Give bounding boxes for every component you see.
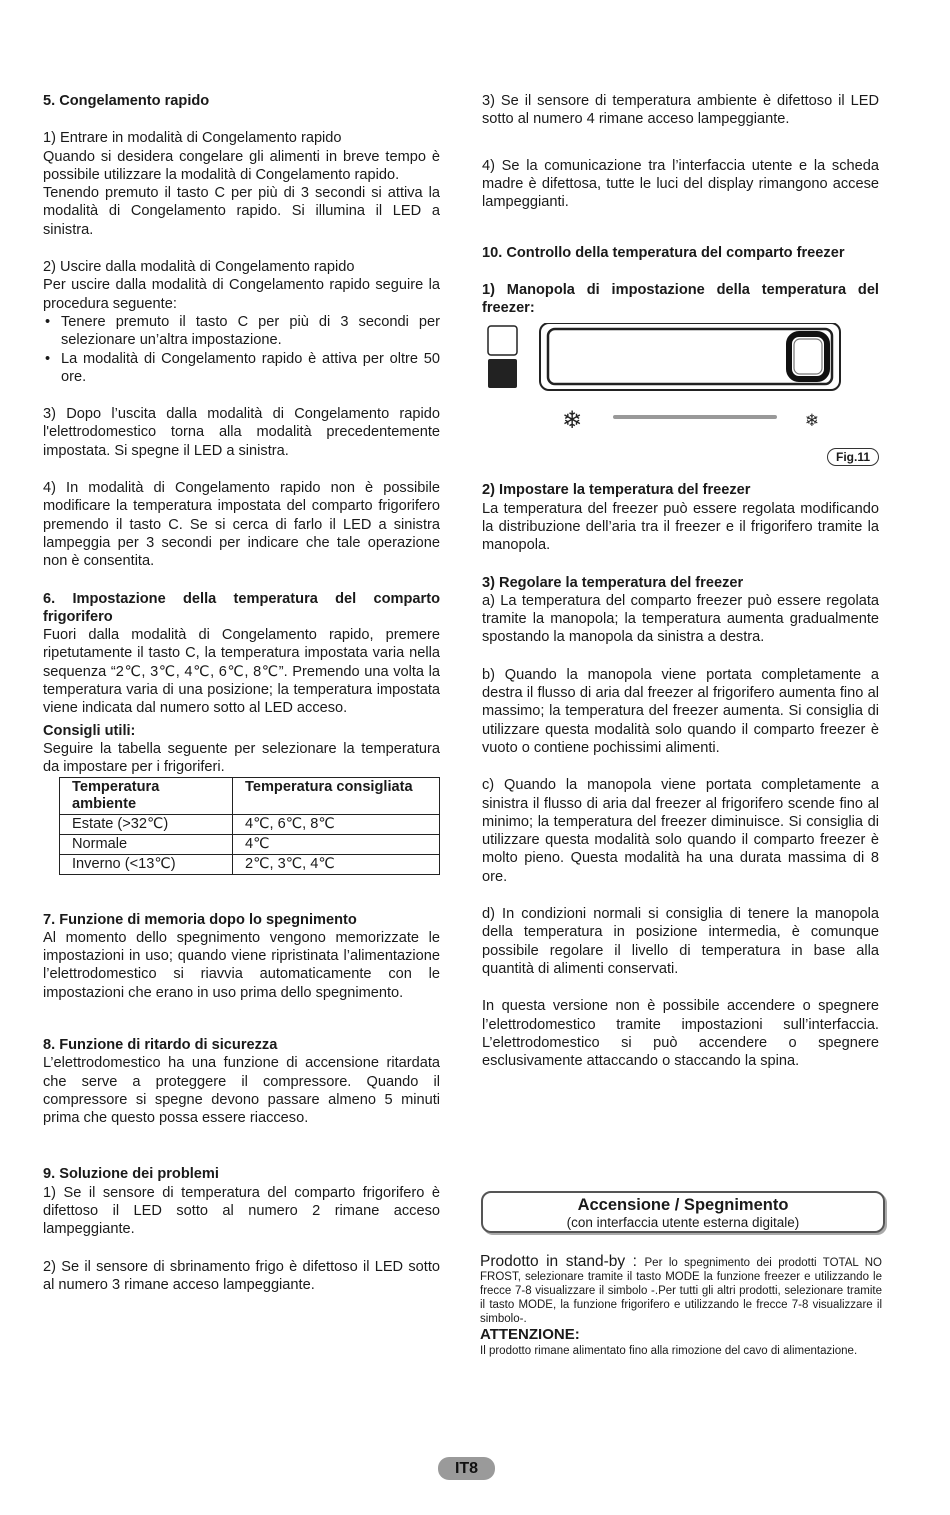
freezer-knob-figure bbox=[482, 323, 879, 468]
freezer-knob-diagram bbox=[482, 323, 879, 468]
s5-step4-text: 4) In modalità di Congelamento rapido non è possibile modificare la temperatura impostata del comparto frigorifero premendo il tasto C. Se si cerca di farlo il LED a sinistra lampeggia per 3 secondi per indicare che tale operazione non è consentita. bbox=[43, 480, 440, 570]
s5-bullet-list bbox=[43, 313, 440, 386]
power-section-box bbox=[481, 1191, 885, 1233]
list-item: • Tenere premuto il tasto C per più di 3 secondi per selezionare un’altra impostazione. bbox=[43, 313, 440, 350]
table-header-row bbox=[60, 777, 440, 814]
standby-paragraph bbox=[480, 1255, 882, 1326]
standby-lead: Prodotto in stand-by : bbox=[480, 1253, 645, 1270]
attention-label: ATTENZIONE: bbox=[480, 1326, 580, 1343]
s10-sub2-title: 2) Impostare la temperatura del freezer bbox=[482, 482, 751, 499]
section-5-title: 5. Congelamento rapido bbox=[43, 93, 210, 109]
s10-sub3-title: 3) Regolare la temperatura del freezer bbox=[482, 574, 744, 591]
table-cell: Inverno (<13℃) bbox=[60, 854, 233, 874]
standby-block bbox=[480, 1255, 882, 1358]
s9-item2: 2) Se il sensore di sbrinamento frigo è difettoso il LED sotto al numero 3 rimane acceso lampeggiante. bbox=[43, 1258, 440, 1293]
s7-text: Al momento dello spegnimento vengono memorizzate le impostazioni in uso; quando viene ripristinata l’alimentazione l’elettrodomestico si riavvia automaticamente con le impostazioni che erano in uso prima dello spegnimento. bbox=[43, 929, 440, 1001]
section-9-title: 9. Soluzione dei problemi bbox=[43, 1166, 219, 1183]
s5-step3-text: 3) Dopo l’uscita dalla modalità di Congelamento rapido l'elettrodomestico torna alla modalità precedentemente impostata. Si spegne il LED a sinistra. bbox=[43, 406, 440, 459]
s10-sub3-text-d: d) In condizioni normali si consiglia di tenere la manopola della temperatura in posizione intermedia, è comunque possibile regolare il livello di temperatura in base alla quantità di alimenti conservati. bbox=[482, 906, 879, 977]
table-row bbox=[60, 854, 440, 874]
table-header-cell: Temperatura ambiente bbox=[60, 777, 233, 814]
empty-indicator-square bbox=[488, 326, 517, 355]
s9-item1: 1) Se il sensore di temperatura del comparto frigorifero è difettoso il LED sotto al numero 2 rimane acceso lampeggiante. bbox=[43, 1184, 440, 1238]
s5-step1-heading: 1) Entrare in modalità di Congelamento rapido bbox=[43, 130, 342, 147]
s5-step1-text-b: Tenendo premuto il tasto C per più di 3 secondi si attiva la modalità di Congelamento rapido. Si illumina il LED a sinistra. bbox=[43, 185, 440, 238]
list-item: • La modalità di Congelamento rapido è attiva per oltre 50 ore. bbox=[43, 350, 440, 387]
s5-step2-heading: 2) Uscire dalla modalità di Congelamento rapido bbox=[43, 259, 355, 276]
right-column bbox=[482, 92, 879, 1070]
s9-item4: 4) Se la comunicazione tra l’interfaccia utente e la scheda madre è difettosa, tutte le luci del display rimangono accese lampeggianti. bbox=[482, 157, 879, 211]
standby-text: Per lo spegnimento dei prodotti TOTAL NO FROST, selezionare tramite il tasto MODE la funzione freezer e utilizzando le frecce 7-8 visualizzare il simbolo -.Per tutti gli altri prodotti, selezionare tramite il tasto MODE, la funzione frigorifero e utilizzando le frecce 7-8 visualizzare il simbolo-. bbox=[480, 1257, 883, 1325]
filled-indicator-square bbox=[488, 359, 517, 388]
section-6-title: 6. Impostazione della temperatura del comparto frigorifero bbox=[43, 590, 440, 625]
s10-sub3-text-b: b) Quando la manopola viene portata completamente a destra il flusso di aria dal freezer al frigorifero aumenta fino al massimo; la temperatura del freezer aumenta. Si consiglia di utilizzare questa modalità solo quando il comparto freezer è vuoto o contiene pochissimi alimenti. bbox=[482, 666, 879, 756]
table-cell: Normale bbox=[60, 834, 233, 854]
s5-step2-text: Per uscire dalla modalità di Congelamento rapido seguire la procedura seguente: bbox=[43, 277, 440, 312]
s10-sub3-text-c: c) Quando la manopola viene portata completamente a sinistra il flusso di aria dal freezer al frigorifero scende fino al minimo; la temperatura del freezer diminuisce. Si consiglia di utilizzare questa modalità solo quando il comparto freezer è molto pieno. Questa modalità ha una durata massima di 8 ore. bbox=[482, 777, 879, 885]
figure-label: Fig.11 bbox=[827, 448, 879, 466]
s8-text: L’elettrodomestico ha una funzione di accensione ritardata che serve a proteggere il compressore. Quando il compressore si spegne devono passare almeno 5 minuti prima che questo possa essere riacceso. bbox=[43, 1055, 440, 1127]
s9-item3: 3) Se il sensore di temperatura ambiente è difettoso il LED sotto al numero 4 rimane acceso lampeggiante. bbox=[482, 93, 879, 128]
table-row bbox=[60, 834, 440, 854]
s5-step1-text-a: Quando si desidera congelare gli alimenti in breve tempo è possibile utilizzare la modalità di Congelamento rapido. bbox=[43, 148, 440, 183]
table-cell: 2℃, 3℃, 4℃ bbox=[233, 854, 440, 874]
section-7-title: 7. Funzione di memoria dopo lo spegnimento bbox=[43, 911, 357, 928]
temperature-table bbox=[59, 777, 440, 875]
section-10-title: 10. Controllo della temperatura del comparto freezer bbox=[482, 245, 845, 262]
snowflake-icon-cold: ❄ bbox=[561, 406, 583, 435]
power-section-title: Accensione / Spegnimento bbox=[577, 1196, 789, 1214]
s6-text: Fuori dalla modalità di Congelamento rapido, premere ripetutamente il tasto C, la temperatura impostata varia nella sequenza “2℃, 3℃, 4℃, 6℃, 8℃”. Premendo una volta la temperatura varia di una posizione; la temperatura impostata viene indicata dal numero sotto al LED acceso. bbox=[43, 627, 440, 717]
snowflake-icon-warm: ❄ bbox=[804, 411, 820, 432]
attention-note: Il prodotto rimane alimentato fino alla rimozione del cavo di alimentazione. bbox=[480, 1345, 858, 1357]
s10-sub3-text-a: a) La temperatura del comparto freezer può essere regolata tramite la manopola; la temperatura aumenta gradualmente spostando la manopola da sinistra a destra. bbox=[482, 592, 879, 646]
table-row bbox=[60, 814, 440, 834]
table-cell: Estate (>32℃) bbox=[60, 814, 233, 834]
temperature-knob bbox=[789, 334, 827, 379]
table-header-cell: Temperatura consigliata bbox=[233, 777, 440, 814]
tips-title: Consigli utili: bbox=[43, 722, 136, 739]
left-column bbox=[43, 92, 440, 1294]
power-section-subtitle: (con interfaccia utente esterna digitale) bbox=[566, 1215, 800, 1230]
s10-power-note: In questa versione non è possibile accendere o spegnere l’elettrodomestico tramite impostazioni sull’interfaccia. L’elettrodomestico si può accendere o spegnere esclusivamente attaccando o staccando la spina. bbox=[482, 998, 879, 1070]
table-cell: 4℃ bbox=[233, 834, 440, 854]
tips-text: Seguire la tabella seguente per selezionare la temperatura da impostare per i frigoriferi. bbox=[43, 740, 440, 776]
table-cell: 4℃, 6℃, 8℃ bbox=[233, 814, 440, 834]
s10-sub2-text: La temperatura del freezer può essere regolata modificando la distribuzione dell’aria tra il freezer e il frigorifero tramite la manopola. bbox=[482, 500, 879, 554]
page-number-badge: IT8 bbox=[438, 1457, 495, 1480]
section-8-title: 8. Funzione di ritardo di sicurezza bbox=[43, 1036, 278, 1053]
s10-sub1-title: 1) Manopola di impostazione della temperatura del freezer: bbox=[482, 281, 879, 317]
